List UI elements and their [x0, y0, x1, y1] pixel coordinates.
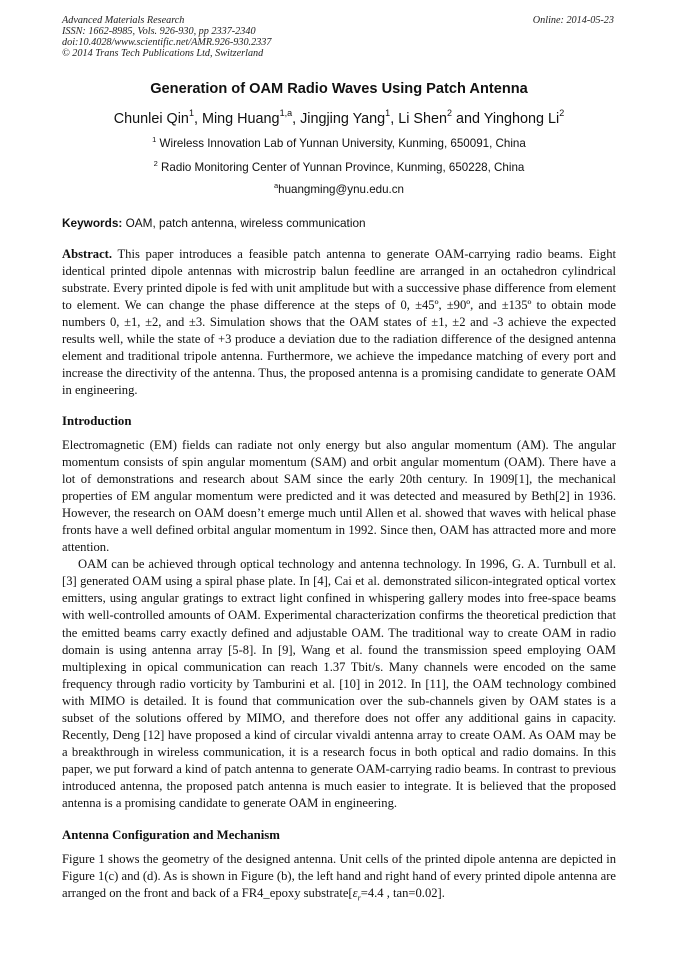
author-affiliation-mark: 2 — [559, 108, 565, 118]
epsilon-symbol: ε — [352, 886, 358, 901]
author-list: Chunlei Qin$^1$, Ming Huang$^{1,a}$, Jingjing Yang$^1$, Li Shen$^2$ and Yinghong Li$^2$ — [113, 108, 565, 127]
keywords-label: Keywords: — [62, 216, 123, 230]
copyright: © 2014 Trans Tech Publications Ltd, Switzerland — [62, 48, 264, 59]
paragraph: OAM can be achieved through optical technology and antenna technology. In 1996, G. A. Turnbull et al. [3] generated OAM using a spiral phase plate. In [4], Cai et al. demonstrated silicon-integrated optical vortex emitters, using angular gratings to extract light confined in whispering gallery modes into free-space beams with well-controlled amounts of OAM. Experimental characterization confirms the theoretical prediction that the emitted beams carry exactly defined and adjustable OAM. The traditional way to create OAM in radio domain is using antenna array [5-8]. In [9], Wang et al. found the transmission speed employing OAM multiplexing in opical communication can reach 1.37 Tbit/s. Many channels were encoded on the same frequency through radio vorticity by Tamburini et al. [10] in 2012. In [11], the OAM technology combined with MIMO is detailed. It is found that communication over the sub-channels given by OAM states is a subset of the solutions offered by MIMO, and therefore does not offer any additional gains in capacity. Recently, Deng [12] have proposed a kind of circular vivaldi antenna array to create OAM. As OAM may be a breakthrough in wireless communication, it is a research focus in both optical and radio domains. In this paper, we put forward a kind of patch antenna to generate OAM-carrying radio beams. In contrast to previous introduced antenna, the proposed patch antenna is much easier to integrate. It is believed that the proposed antenna is a promising candidate to generate OAM in engineering. — [62, 557, 616, 810]
author-email: $^a$huangming@ynu.edu.cn — [273, 181, 405, 196]
abstract-label: Abstract. — [62, 247, 113, 261]
paragraph: Figure 1 shows the geometry of the designed antenna. Unit cells of the printed dipole antenna are depicted in Figure 1(c) and (d). As is shown in Figure (b), the left hand and right hand of every printed dipole antenna are arranged on the front and back of a FR4_epoxy substrate[ — [62, 852, 616, 901]
epsilon-subscript: r — [357, 893, 361, 903]
journal-name: Advanced Materials Research — [62, 15, 185, 26]
doi: doi:10.4028/www.scientific.net/AMR.926-930.2337 — [62, 37, 272, 48]
author-name: Chunlei Qin — [113, 111, 189, 127]
section-heading-antenna: Antenna Configuration and Mechanism — [62, 828, 280, 842]
online-date: Online: 2014-05-23 — [532, 15, 614, 26]
abstract — [62, 246, 616, 399]
email-link[interactable]: huangming@ynu.edu.cn — [278, 183, 405, 196]
author-affiliation-mark: 1,a — [279, 108, 293, 118]
author-affiliation-mark: 1 — [188, 108, 194, 118]
section-heading-introduction: Introduction — [62, 414, 132, 428]
paragraph: Electromagnetic (EM) fields can radiate not only energy but also angular momentum (AM). The angular momentum consists of spin angular momentum (SAM) and orbit angular momentum (OAM). There have a lot of demonstrations and research about SAM since the early 20th century. In 1909[1], the mechanical properties of EM angular momentum were predicted and it was detected and measured by Beth[2] in 1936. However, the research on OAM doesn’t emerge much until Allen et al. showed that waves with helical phase fronts have a well defined orbital angular momentum in 1992. Since then, OAM has attracted more and more attention. — [62, 438, 616, 555]
affiliation-1: $^1$ Wireless Innovation Lab of Yunnan University, Kunming, 650091, China — [152, 135, 526, 150]
author-affiliation-mark: 1 — [385, 108, 391, 118]
author-name: Ming Huang — [201, 111, 280, 127]
affiliation-2: $^2$ Radio Monitoring Center of Yunnan Province, Kunming, 650228, China — [153, 159, 525, 174]
antenna-body — [62, 851, 616, 907]
introduction-body — [62, 437, 616, 812]
paper-title: Generation of OAM Radio Waves Using Patch Antenna — [150, 81, 528, 97]
author-affiliation-mark: 2 — [447, 108, 453, 118]
author-name: Li Shen — [398, 111, 447, 127]
journal-header — [62, 15, 614, 59]
author-name: Yinghong Li — [483, 111, 560, 127]
keywords — [62, 216, 366, 230]
abstract-text: This paper introduces a feasible patch antenna to generate OAM-carrying radio beams. Eight identical printed dipole antennas with microstrip balun feedline are arranged in an octahedron cylindrical substrate. Every printed dipole is fed with unit amplitude but with a successive phase difference from element to element. We can change the phase difference at the steps of 0, ±45º, ±90º, and ±135º to obtain mode numbers 0, ±1, ±2, and ±3. Simulation shows that the OAM states of ±1, ±2 and -3 achieve the expected results well, while the state of +3 produce a deviation due to the radiation difference of the designed antenna element and traditional tripole antenna. Furthermore, we achieve the impedance matching of every port and increase the directivity of the antenna. Thus, the proposed antenna is a promising candidate to generate OAM in engineering. — [62, 247, 616, 398]
keywords-text: OAM, patch antenna, wireless communication — [125, 216, 366, 230]
author-name: Jingjing Yang — [300, 111, 386, 127]
issn: ISSN: 1662-8985, Vols. 926-930, pp 2337-2340 — [62, 26, 256, 37]
paragraph-end: =4.4 , tan=0.02]. — [360, 886, 445, 901]
